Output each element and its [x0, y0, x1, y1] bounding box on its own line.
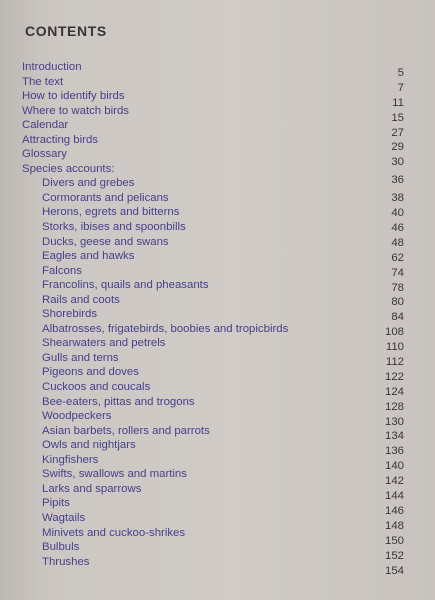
toc-subentry-title: Wagtails	[42, 511, 86, 524]
toc-page-number: 112	[385, 356, 404, 369]
toc-page-number: 74	[391, 266, 404, 279]
toc-page-number: 108	[384, 326, 404, 339]
toc-subentry-title: Bee-eaters, pittas and trogons	[42, 395, 195, 408]
toc-subentry-title: Cuckoos and coucals	[42, 381, 151, 394]
toc-page-number: 36	[391, 174, 404, 187]
toc-page-number: 30	[391, 156, 404, 169]
toc-page-number: 152	[384, 549, 404, 562]
toc-subentry-title: Woodpeckers	[42, 410, 112, 423]
toc-page-number: 5	[397, 67, 404, 79]
toc-subentry-title: Herons, egrets and bitterns	[42, 206, 180, 219]
toc-entry-title: Where to watch birds	[22, 104, 129, 117]
toc-page-number: 7	[397, 81, 404, 94]
toc-page-number: 46	[391, 222, 404, 235]
toc-subentry-title: Rails and coots	[42, 293, 120, 306]
toc-entry-title: The text	[22, 75, 64, 88]
toc-page-number: 124	[384, 385, 404, 398]
toc-page-number: 110	[385, 341, 404, 354]
toc-subentry-title: Pigeons and doves	[42, 366, 139, 379]
toc-page-number: 136	[384, 445, 404, 458]
toc-page-number: 80	[391, 296, 404, 309]
toc-page-number: 146	[384, 504, 404, 517]
toc-page-number: 150	[384, 534, 404, 547]
toc-subentry-title: Storks, ibises and spoonbills	[42, 221, 186, 234]
toc-entry-title: Calendar	[22, 119, 69, 132]
page-title: CONTENTS	[25, 23, 107, 39]
toc-page-number: 15	[391, 111, 404, 124]
toc-subentry-title: Francolins, quails and pheasants	[42, 279, 209, 292]
toc-page-number: 128	[384, 400, 404, 413]
toc-subentry-title: Gulls and terns	[42, 351, 119, 364]
toc-page-number: 27	[391, 126, 404, 139]
toc-page-number: 134	[384, 430, 404, 443]
toc-subentry-title: Minivets and cuckoo-shrikes	[42, 526, 186, 539]
toc-titles	[22, 60, 288, 569]
toc-subentry-title: Ducks, geese and swans	[42, 235, 169, 248]
toc-subentry-title: Asian barbets, rollers and parrots	[42, 424, 210, 437]
toc-entry-title: Introduction	[22, 61, 82, 73]
toc-entry-title: Species accounts:	[22, 162, 115, 175]
toc-page-number: 11	[392, 96, 404, 109]
toc-page-number: 62	[391, 251, 404, 264]
toc-page-number: 78	[391, 281, 404, 294]
toc-page-number: 144	[384, 490, 404, 503]
toc-page-numbers	[360, 66, 404, 578]
toc-subentry-title: Larks and sparrows	[42, 482, 142, 495]
toc-subentry-title: Cormorants and pelicans	[42, 191, 169, 204]
toc-page-number: 130	[384, 415, 404, 428]
toc-subentry-title: Pipits	[42, 497, 70, 510]
toc-page-number: 140	[384, 460, 404, 473]
toc-subentry-title: Falcons	[42, 264, 82, 277]
toc-page-number: 48	[391, 236, 404, 249]
toc-subentry-title: Shorebirds	[42, 308, 98, 321]
toc-entry-title: Attracting birds	[22, 133, 98, 146]
toc-subentry-title: Owls and nightjars	[42, 439, 136, 452]
toc-subentry-title: Bulbuls	[42, 541, 80, 554]
toc-page-number: 154	[384, 564, 404, 577]
toc-subentry-title: Swifts, swallows and martins	[42, 468, 187, 481]
toc-subentry-title: Kingfishers	[42, 453, 99, 466]
toc-page-number: 29	[391, 141, 404, 154]
toc-page-number: 40	[391, 207, 404, 220]
toc-entry-title: Glossary	[22, 148, 67, 161]
toc-page-number: 84	[391, 311, 404, 324]
toc-page-number: 38	[391, 192, 404, 205]
toc-subentry-title: Eagles and hawks	[42, 250, 135, 263]
toc-subentry-title: Shearwaters and petrels	[42, 337, 166, 350]
toc-page-number: 122	[384, 370, 404, 383]
toc-page-number: 148	[384, 519, 404, 532]
toc-page-number: 142	[384, 475, 404, 488]
toc-subentry-title: Divers and grebes	[42, 177, 135, 190]
toc-subentry-title: Thrushes	[42, 555, 90, 568]
toc-entry-title: How to identify birds	[22, 90, 125, 103]
toc-subentry-title: Albatrosses, frigatebirds, boobies and tropicbirds	[42, 322, 289, 335]
